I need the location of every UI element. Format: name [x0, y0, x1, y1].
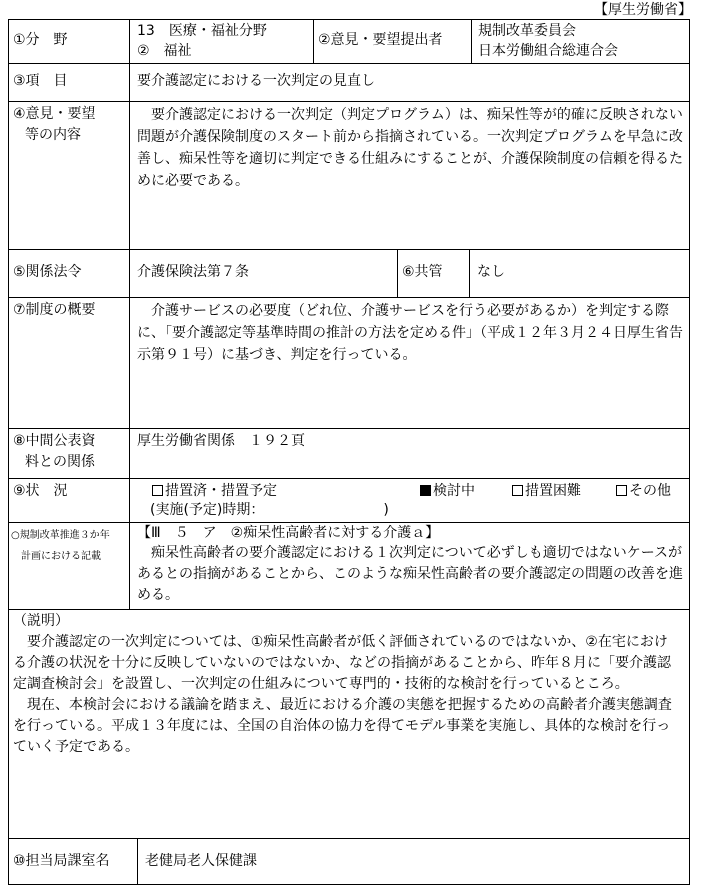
- opinion-row: [9, 102, 689, 250]
- submitter-line1: 規制改革委員会: [478, 23, 576, 39]
- interim-label: [9, 429, 129, 478]
- status-options: [129, 479, 689, 522]
- law-label: ⑤関係法令: [13, 264, 82, 280]
- status-row: [9, 479, 689, 523]
- item-value: 要介護認定における一次判定の見直し: [129, 64, 689, 101]
- law-row: [9, 250, 689, 298]
- checkbox-empty-icon: [512, 485, 523, 496]
- field-value-line2: ② 福祉: [137, 43, 192, 59]
- field-row: [9, 20, 689, 64]
- explanation-para1: 要介護認定の一次判定については、①痴呆性高齢者が低く評価されているのではないか、②在宅における介護の状況を十分に反映していないのではないか、などの指摘があることから、昨年８月に「要介護認定調査検討会」を設置し、一次判定の仕組みについて専門的・技術的な検討を行っているところ。: [13, 634, 671, 692]
- explanation-label: （説明）: [13, 613, 69, 629]
- submitter-value: [471, 20, 689, 63]
- status-review-label: 検討中: [433, 483, 475, 499]
- joint-label: ⑥共管: [397, 250, 469, 297]
- plan-text: 痴呆性高齢者の要介護認定における１次判定について必ずしも適切ではないケースがあるとの指摘があることから、このような痴呆性高齢者の要介護認定の問題の改善を進める。: [137, 545, 683, 603]
- opinion-label-line2: 等の内容: [25, 127, 81, 143]
- status-other-label: その他: [629, 483, 671, 499]
- ministry-name: 【厚生労働省】: [594, 2, 692, 18]
- opinion-label-line1: ④意見・要望: [13, 106, 96, 122]
- bureau-label: ⑩担当局課室名: [13, 853, 110, 869]
- joint-value: なし: [469, 250, 689, 297]
- item-row: [9, 64, 689, 102]
- plan-row: [9, 523, 689, 610]
- submitter-line2: 日本労働組合総連合会: [478, 43, 618, 59]
- plan-label: [9, 523, 129, 609]
- checkbox-empty-icon: [152, 485, 163, 496]
- checkbox-empty-icon: [616, 485, 627, 496]
- plan-label-line1: ○規制改革推進３か年: [11, 530, 110, 541]
- overview-label: ⑦制度の概要: [13, 302, 96, 318]
- status-difficult-label: 措置困難: [525, 483, 581, 499]
- interim-label-line2: 料との関係: [25, 454, 95, 470]
- status-done-option: [152, 481, 277, 502]
- status-difficult-option: [512, 481, 581, 502]
- overview-row: [9, 298, 689, 429]
- opinion-label: [9, 102, 129, 249]
- plan-label-line2: 計画における記載: [21, 551, 101, 562]
- interim-label-line1: ⑧中間公表資: [13, 433, 96, 449]
- field-value: [129, 20, 313, 63]
- field-value-line1: 13 医療・福祉分野: [137, 23, 267, 39]
- explanation-row: [9, 610, 689, 839]
- status-label: ⑨状 況: [13, 483, 68, 499]
- status-done-label: 措置済・措置予定: [165, 483, 277, 499]
- explanation-para2: 現在、本検討会における議論を踏まえ、最近における介護の実態を把握するための高齢者介護実態調査を行っている。平成１３年度には、全国の自治体の協力を得てモデル事業を実施し、具体的な検討を行っていく予定である。: [13, 697, 672, 755]
- law-value: 介護保険法第７条: [129, 250, 397, 297]
- opinion-form: [8, 19, 690, 885]
- overview-text: 介護サービスの必要度（どれ位、介護サービスを行う必要があるか）を判定する際に、「要介護認定等基準時間の推計の方法を定める件」（平成１２年３月２４日厚生省告示第９１号）に基づき、判定を行っている。: [129, 298, 689, 428]
- status-other-option: [616, 481, 671, 502]
- submitter-label: ②意見・要望提出者: [313, 20, 471, 63]
- status-timing: (実施(予定)時期： ): [150, 502, 389, 518]
- explanation-content: [9, 610, 689, 758]
- item-label: ③項 目: [13, 73, 68, 89]
- status-review-option: [420, 481, 475, 502]
- opinion-text: 要介護認定における一次判定（判定プログラム）は、痴呆性等が的確に反映されない問題が介護保険制度のスタート前から指摘されている。一次判定プログラムを早急に改善し、痴呆性等を適切に判定できる仕組みにすることが、介護保険制度の信頼を得るために必要である。: [129, 102, 689, 249]
- field-label: ①分 野: [13, 32, 68, 48]
- plan-heading: 【Ⅲ ５ ア ②痴呆性高齢者に対する介護ａ】: [137, 525, 440, 541]
- checkbox-checked-icon: [420, 485, 431, 496]
- plan-content: [129, 523, 689, 609]
- interim-value: 厚生労働省関係 １９２頁: [129, 429, 689, 478]
- bureau-row: [9, 839, 689, 884]
- interim-row: [9, 429, 689, 479]
- bureau-value: 老健局老人保健課: [137, 839, 689, 884]
